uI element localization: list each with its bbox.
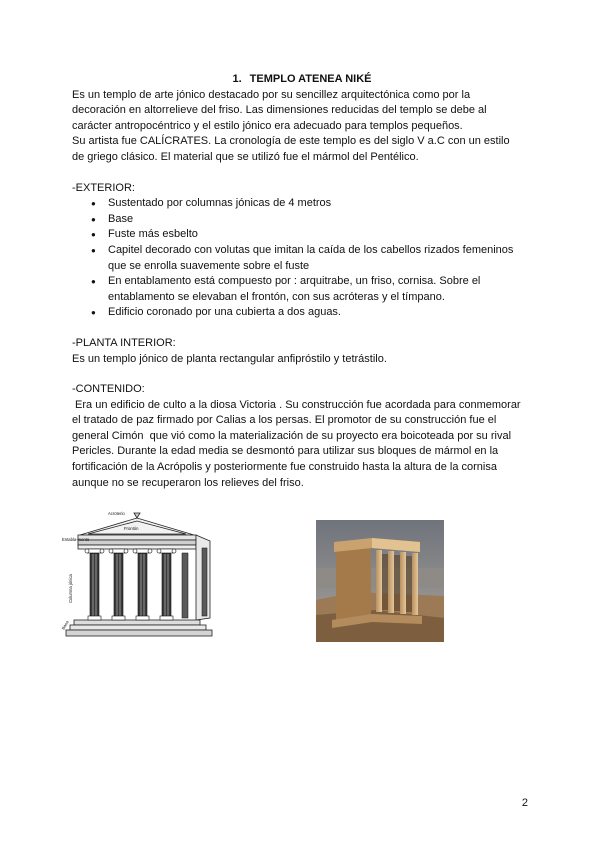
- intro-line: carácter antropocéntrico y el estilo jónico era adecuado para templos pequeños.: [72, 119, 463, 132]
- intro-line: decoración en altorrelieve del friso. Las dimensiones reducidas del templo se debe al: [72, 104, 487, 117]
- intro-line: Su artista fue CALÍCRATES. La cronología de este templo es del siglo V a.C con un estilo: [72, 135, 510, 148]
- planta-text: Es un templo jónico de planta rectangular anfipróstilo y tetrástilo.: [72, 352, 387, 365]
- contenido-paragraph: [72, 398, 532, 492]
- contenido-line: fortificación de la Acrópolis y posteriormente fue construido hasta la altura de la cornisa: [72, 461, 497, 474]
- contenido-heading: -CONTENIDO:: [72, 383, 145, 396]
- list-item: ● Base: [108, 212, 532, 228]
- document-body: [72, 72, 532, 491]
- list-item: ● Fuste más esbelto: [108, 227, 532, 243]
- document-title: [72, 72, 532, 88]
- exterior-list: [72, 196, 532, 321]
- label-columna: Columna jónica: [68, 574, 73, 603]
- intro-line: de griego clásico. El material que se utilizó fue el mármol del Pentélico.: [72, 150, 419, 163]
- contenido-line: Era un edificio de culto a la diosa Victoria . Su construcción fue acordada para conmemorar: [72, 398, 521, 411]
- contenido-line: el tratado de paz firmado por Calias a los persas. El promotor de su construcción fue el: [72, 414, 497, 427]
- contenido-line: aunque no se recuperaron los relieves del friso.: [72, 476, 304, 489]
- planta-heading: -PLANTA INTERIOR:: [72, 336, 176, 349]
- list-item: ● En entablamento está compuesto por : arquitrabe, un friso, cornisa. Sobre el entablamento se elevaban el frontón, con sus acróteras y el tímpano.: [108, 274, 532, 305]
- label-basa: Basa: [60, 619, 70, 631]
- label-entablamento: Entabla-mento: [62, 537, 90, 542]
- title-text: TEMPLO ATENEA NIKÉ: [249, 73, 372, 85]
- intro-line: Es un templo de arte jónico destacado por su sencillez arquitectónica como por la: [72, 88, 471, 101]
- title-number: 1.: [232, 73, 242, 85]
- page-number: 2: [521, 797, 528, 809]
- list-item: ● Edificio coronado por una cubierta a dos aguas.: [108, 305, 532, 321]
- list-item: ● Sustentado por columnas jónicas de 4 metros: [108, 196, 532, 212]
- temple-photo-image: [316, 520, 444, 642]
- label-acroterio: Acroterio: [108, 511, 125, 516]
- list-item: ● Capitel decorado con volutas que imitan la caída de los cabellos rizados femeninos que se enrolla suavemente sobre el fuste: [108, 243, 532, 274]
- exterior-heading: -EXTERIOR:: [72, 181, 135, 194]
- contenido-line: Pericles. Durante la edad media se desmontó para utilizar sus bloques de mármol en la: [72, 445, 499, 458]
- contenido-line: general Cimón que vió como la materialización de su proyecto era boicoteada por su rival: [72, 429, 512, 442]
- intro-paragraph: [72, 88, 532, 166]
- temple-diagram-image: [62, 508, 212, 643]
- label-fronton: Frontón: [124, 526, 139, 531]
